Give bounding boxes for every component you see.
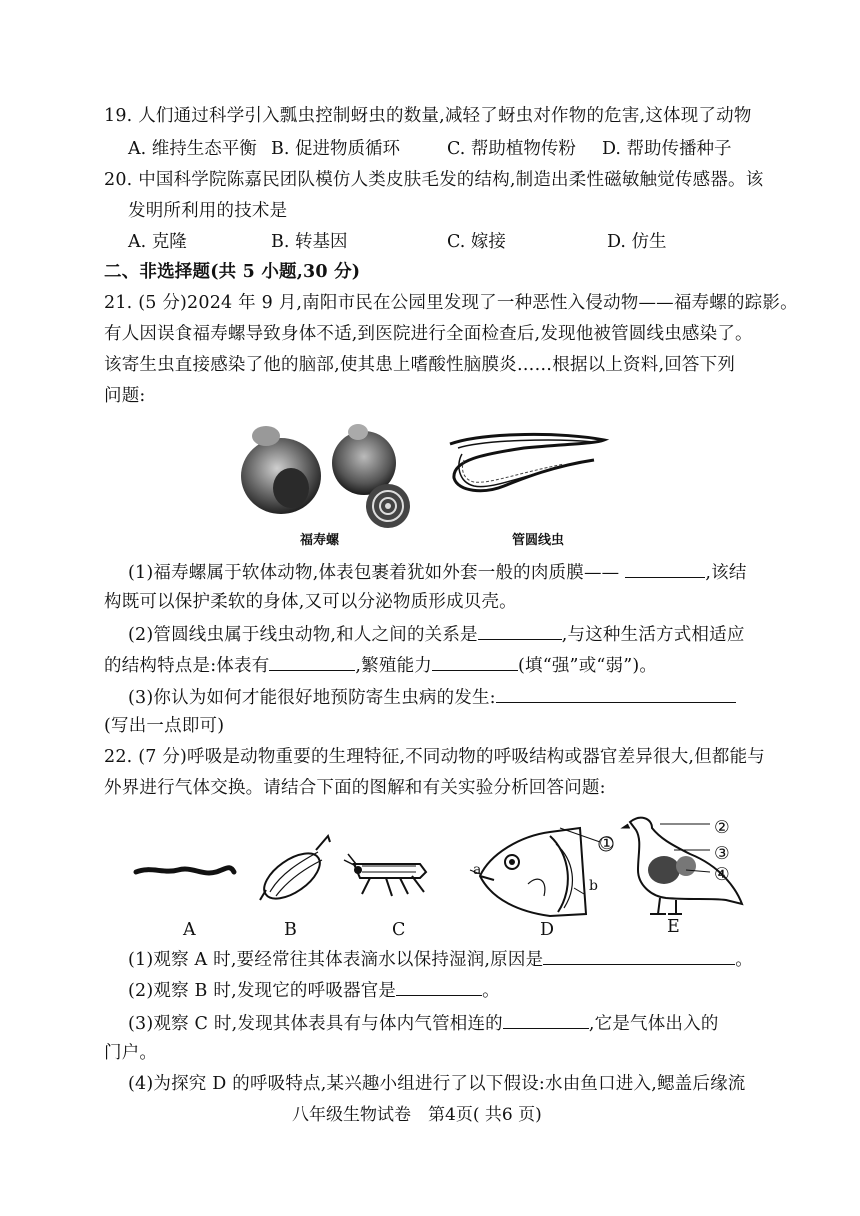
q21-sub2-c: 的结构特点是:体表有 xyxy=(104,656,270,676)
fish-head-drawing xyxy=(470,828,613,916)
angiostrongylus-worm-figure xyxy=(444,430,614,510)
fish-label-a: a xyxy=(473,862,482,878)
page-footer: 八年级生物试卷 第4页( 共6 页) xyxy=(292,1105,542,1125)
q19-option-b: B. 促进物质循环 xyxy=(271,139,400,159)
q22-sub1-blank[interactable] xyxy=(543,946,735,965)
animal-label-d: D xyxy=(540,920,555,940)
bird-label-2: ② xyxy=(714,818,730,838)
caption-angiostrongylus: 管圆线虫 xyxy=(512,533,565,548)
q21-sub2-cont xyxy=(104,652,657,678)
q21-line3: 该寄生虫直接感染了他的脑部,使其患上嗜酸性脑膜炎……根据以上资料,回答下列 xyxy=(104,355,736,375)
fish-label-1: ① xyxy=(599,834,615,854)
q22-sub3-text: (3)观察 C 时,发现其体表具有与体内气管相连的 xyxy=(128,1014,503,1034)
q19-stem: 19. 人们通过科学引入瓢虫控制蚜虫的数量,减轻了蚜虫对作物的危害,这体现了动物 xyxy=(104,106,752,126)
q20-stem-line2: 发明所利用的技术是 xyxy=(128,201,288,221)
q20-stem-line1: 20. 中国科学院陈嘉民团队模仿人类皮肤毛发的结构,制造出柔性磁敏触觉传感器。该 xyxy=(104,170,764,190)
locust-drawing xyxy=(344,854,426,896)
q21-line4: 问题: xyxy=(104,386,146,406)
q22-sub2-text: (2)观察 B 时,发现它的呼吸器官是 xyxy=(128,981,397,1001)
q21-sub2-text: (2)管圆线虫属于线虫动物,和人之间的关系是 xyxy=(128,625,478,645)
animal-label-a: A xyxy=(183,920,196,940)
q22-sub2-tail: 。 xyxy=(482,981,500,1001)
q19-option-d: D. 帮助传播种子 xyxy=(602,139,732,159)
q21-sub1 xyxy=(128,559,747,585)
q21-sub2-blank3[interactable] xyxy=(432,652,518,671)
q19-option-c: C. 帮助植物传粉 xyxy=(447,139,576,159)
fish-label-b: b xyxy=(589,878,599,894)
q21-sub1-tail: ,该结 xyxy=(705,563,747,583)
apple-snail-figure xyxy=(236,418,426,528)
q20-option-b: B. 转基因 xyxy=(271,232,348,252)
q22-line2: 外界进行气体交换。请结合下面的图解和有关实验分析回答问题: xyxy=(104,778,606,798)
q22-sub4: (4)为探究 D 的呼吸特点,某兴趣小组进行了以下假设:水由鱼口进入,鳃盖后缘流 xyxy=(128,1074,746,1094)
q22-sub2-blank[interactable] xyxy=(396,977,482,996)
q22-sub3-cont: 门户。 xyxy=(104,1043,158,1063)
q21-sub2-blank2[interactable] xyxy=(269,652,355,671)
respiration-animals-figure xyxy=(130,814,750,934)
q21-sub3 xyxy=(128,684,736,710)
bird-label-3: ③ xyxy=(714,844,730,864)
q21-line2: 有人因误食福寿螺导致身体不适,到医院进行全面检查后,发现他被管圆线虫感染了。 xyxy=(104,324,753,344)
q22-sub3-blank[interactable] xyxy=(503,1010,589,1029)
q22-sub1-tail: 。 xyxy=(735,950,753,970)
q21-sub1-text: (1)福寿螺属于软体动物,体表包裹着犹如外套一般的肉质膜—— xyxy=(128,563,620,583)
q21-sub2-d: ,繁殖能力 xyxy=(355,656,432,676)
earthworm-drawing xyxy=(136,868,234,873)
clam-drawing xyxy=(257,836,330,907)
q20-option-d: D. 仿生 xyxy=(607,232,667,252)
q22-line1: 22. (7 分)呼吸是动物重要的生理特征,不同动物的呼吸结构或器官差异很大,但都能与 xyxy=(104,747,765,767)
q22-sub1 xyxy=(128,946,753,972)
q21-sub2-blank1[interactable] xyxy=(478,621,562,640)
q21-sub1-blank[interactable] xyxy=(625,559,705,578)
q21-sub3-text: (3)你认为如何才能很好地预防寄生虫病的发生: xyxy=(128,688,496,708)
q22-sub3 xyxy=(128,1010,719,1036)
q21-sub3-blank[interactable] xyxy=(496,684,736,703)
q21-sub2 xyxy=(128,621,745,647)
section-heading: 二、非选择题(共 5 小题,30 分) xyxy=(104,262,361,282)
q21-sub2-mid: ,与这种生活方式相适应 xyxy=(561,625,745,645)
animal-label-e: E xyxy=(667,917,680,937)
q22-sub1-text: (1)观察 A 时,要经常往其体表滴水以保持湿润,原因是 xyxy=(128,950,544,970)
q21-sub2-e: (填“强”或“弱”)。 xyxy=(517,656,658,676)
q22-sub3-mid: ,它是气体出入的 xyxy=(588,1014,719,1034)
q20-option-c: C. 嫁接 xyxy=(447,232,506,252)
q21-line1: 21. (5 分)2024 年 9 月,南阳市民在公园里发现了一种恶性入侵动物——福寿螺的踪影。 xyxy=(104,293,798,313)
animal-label-c: C xyxy=(392,920,406,940)
q21-sub1-cont: 构既可以保护柔软的身体,又可以分泌物质形成贝壳。 xyxy=(104,592,517,612)
animal-label-b: B xyxy=(284,920,298,940)
q19-option-a: A. 维持生态平衡 xyxy=(128,139,257,159)
q21-sub3-note: (写出一点即可) xyxy=(104,716,225,736)
q22-sub2 xyxy=(128,977,500,1003)
bird-label-4: ④ xyxy=(714,865,730,885)
q20-option-a: A. 克隆 xyxy=(128,232,187,252)
caption-apple-snail: 福寿螺 xyxy=(300,533,340,548)
